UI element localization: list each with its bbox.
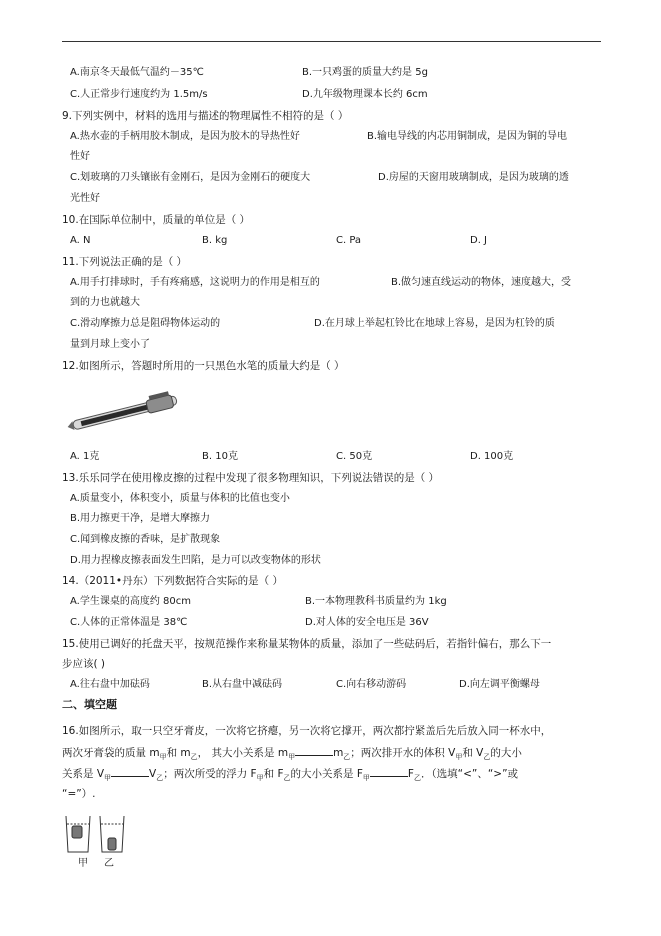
q11-option-a: A.用手打排球时，手有疼痛感，这说明力的作用是相互的: [70, 277, 320, 288]
q9-option-a: A.热水壶的手柄用胶木制成，是因为胶木的导热性好: [70, 131, 300, 142]
q14-option-a: A.学生课桌的高度约 80cm: [70, 596, 191, 607]
q12-option-d: D. 100克: [470, 451, 514, 462]
q9-stem: 9.下列实例中，材料的选用与描述的物理属性不相符的是（ ）: [62, 110, 349, 122]
q14-stem: 14.（2011•丹东）下列数据符合实际的是（ ）: [62, 575, 283, 587]
q11-option-b: B.做匀速直线运动的物体，速度越大，受: [391, 277, 572, 288]
q12-option-b: B. 10克: [202, 451, 238, 462]
q16-line-4: “=”）.: [62, 788, 96, 800]
q11-option-d: D.在月球上举起杠铃比在地球上容易，是因为杠铃的质: [314, 318, 555, 329]
q9-option-b: B.输电导线的内芯用铜制成，是因为铜的导电: [367, 131, 568, 142]
q15-stem-cont: 步应该( ): [62, 658, 106, 670]
blank-3[interactable]: [370, 766, 408, 777]
q13-option-a: A.质量变小，体积变小，质量与体积的比值也变小: [70, 493, 290, 504]
section-title-fill-in: 二、填空题: [62, 698, 117, 711]
q10-option-b: B. kg: [202, 235, 228, 246]
q16-line-3: 关系是 $V_甲$ $V_乙$；两次所受的浮力 $F_甲$和 $F_乙$的大小关系是 $F_甲$ $F_乙$．（选填“<”、“>”或: [62, 768, 519, 783]
blank-2[interactable]: [111, 766, 149, 777]
q13-option-d: D.用力捏橡皮擦表面发生凹陷，是力可以改变物体的形状: [70, 555, 321, 566]
q16-line-1: 16.如图所示，取一只空牙膏皮，一次将它挤瘪，另一次将它撑开，两次都拧紧盖后先后放入同一杯水中，: [62, 725, 552, 737]
q12-option-c: C. 50克: [336, 451, 373, 462]
q9-option-c: C.划玻璃的刀头镶嵌有金刚石，是因为金刚石的硬度大: [70, 172, 311, 183]
q16-line-2: 两次牙膏袋的质量 $m_甲$和 $m_乙$， 其大小关系是 $m_甲$ $m_乙$；两次排开水的体积 $V_甲$和 $V_乙$的大小: [62, 747, 522, 762]
beaker-jia: [66, 816, 90, 852]
q13-stem: 13.乐乐同学在使用橡皮擦的过程中发现了很多物理知识，下列说法错误的是（ ）: [62, 472, 440, 484]
figure-label-yi: 乙: [104, 858, 114, 869]
q13-option-b: B.用力擦更干净，是增大摩擦力: [70, 513, 211, 524]
q15-option-b: B.从右盘中减砝码: [202, 679, 283, 690]
q11-option-c: C.滑动摩擦力总是阻碍物体运动的: [70, 318, 221, 329]
q9-option-b-cont: 性好: [70, 151, 90, 162]
q12-stem: 12.如图所示，答题时所用的一只黑色水笔的质量大约是（ ）: [62, 360, 345, 372]
pen-figure: [66, 384, 186, 442]
q11-stem: 11.下列说法正确的是（ ）: [62, 256, 188, 268]
q10-option-d: D. J: [470, 235, 488, 246]
q13-option-c: C.闻到橡皮擦的香味，是扩散现象: [70, 534, 221, 545]
blank-1[interactable]: [295, 745, 333, 756]
q11-option-d-cont: 量到月球上变小了: [70, 339, 150, 350]
q14-option-d: D.对人体的安全电压是 36V: [305, 617, 429, 628]
q10-stem: 10.在国际单位制中，质量的单位是（ ）: [62, 214, 251, 226]
q8-option-b: B.一只鸡蛋的质量大约是 5g: [302, 67, 428, 78]
q14-option-c: C.人体的正常体温是 38℃: [70, 617, 188, 628]
q15-stem: 15.使用已调好的托盘天平，按规范操作来称量某物体的质量，添加了一些砝码后，若指针偏右，那么下一: [62, 638, 552, 650]
beakers-figure: [62, 812, 132, 856]
beaker-yi: [100, 816, 124, 852]
figure-label-jia: 甲: [78, 858, 88, 869]
q12-option-a: A. 1克: [70, 451, 100, 462]
q10-option-a: A. N: [70, 235, 91, 246]
q15-option-d: D.向左调平衡螺母: [459, 679, 540, 690]
q11-option-b-cont: 到的力也就越大: [70, 297, 140, 308]
q9-option-d: D.房屋的天窗用玻璃制成，是因为玻璃的透: [378, 172, 569, 183]
q8-option-d: D.九年级物理课本长约 6cm: [302, 89, 428, 100]
q8-option-a: A.南京冬天最低气温约－35℃: [70, 67, 204, 78]
q8-option-c: C.人正常步行速度约为 1.5m/s: [70, 89, 208, 100]
q15-option-a: A.往右盘中加砝码: [70, 679, 150, 690]
q15-option-c: C.向右移动游码: [336, 679, 407, 690]
q9-option-d-cont: 光性好: [70, 193, 100, 204]
q10-option-c: C. Pa: [336, 235, 362, 246]
q14-option-b: B.一本物理教科书质量约为 1kg: [305, 596, 447, 607]
header-rule: [62, 41, 601, 42]
